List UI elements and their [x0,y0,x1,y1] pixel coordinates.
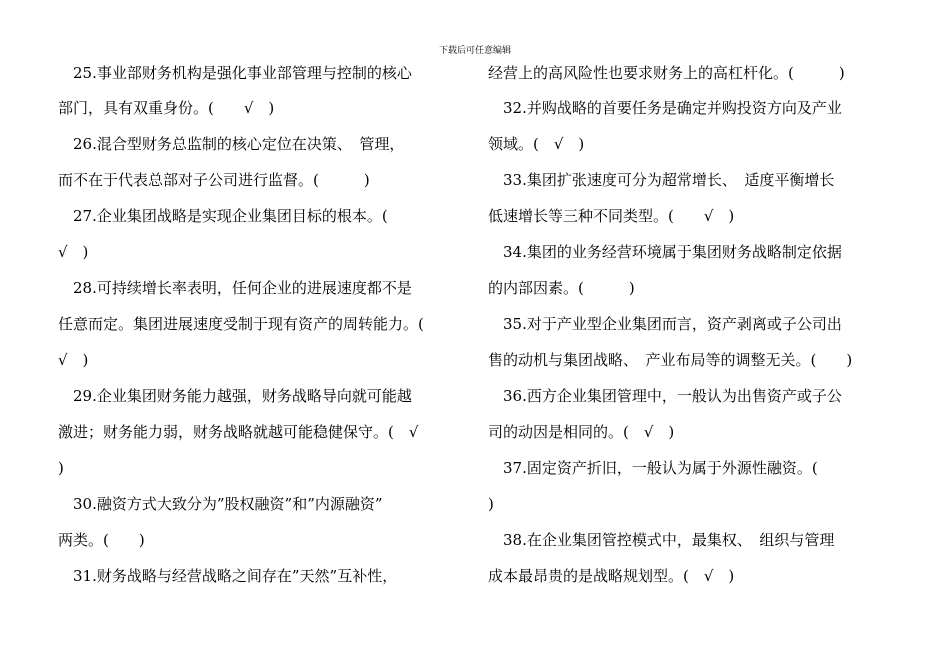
text-line: 29.企业集团财务能力越强，财务战略导向就可能越 [58,387,412,405]
text-line: 两类。( ) [58,531,145,549]
text-line: 36.西方企业集团管理中，一般认为出售资产或子公 [488,387,842,405]
page-header: 下载后可任意编辑 [438,46,511,56]
text-line: 35.对于产业型企业集团而言，资产剥离或子公司出 [488,315,842,333]
text-line: 26.混合型财务总监制的核心定位在决策、 管理， [58,135,405,153]
text-line: √ ) [58,243,89,261]
text-line: 25.事业部财务机构是强化事业部管理与控制的核心 [58,64,412,82]
text-line: 的内部因素。( ) [488,279,635,297]
text-line: 33.集团扩张速度可分为超常增长、 适度平衡增长 [488,171,835,189]
text-line: 成本最昂贵的是战略规划型。( √ ) [488,567,735,585]
text-line: 任意而定。集团进展速度受制于现有资产的周转能力。( [58,315,424,333]
text-line: ) [58,459,64,477]
text-line: 27.企业集团战略是实现企业集团目标的根本。( [58,207,388,225]
text-line: 30.融资方式大致分为”股权融资”和”内源融资” [58,495,383,513]
text-line: 售的动机与集团战略、 产业布局等的调整无关。( ) [488,351,853,369]
text-line: 34.集团的业务经营环境属于集团财务战略制定依据 [488,243,842,261]
text-line: 32.并购战略的首要任务是确定并购投资方向及产业 [488,99,842,117]
text-line: 激进；财务能力弱，财务战略就越可能稳健保守。( √ [58,423,419,441]
text-line: 部门，具有双重身份。( √ ) [58,99,275,117]
text-line: 司的动因是相同的。( √ ) [488,423,675,441]
text-line: 38.在企业集团管控模式中，最集权、 组织与管理 [488,531,835,549]
text-line: 28.可持续增长率表明，任何企业的进展速度都不是 [58,279,412,297]
text-line: 31.财务战略与经营战略之间存在”天然”互补性， [58,567,398,585]
text-line: ) [488,495,494,513]
text-line: 37.固定资产折旧，一般认为属于外源性融资。( [488,459,818,477]
text-line: 经营上的高风险性也要求财务上的高杠杆化。( ) [488,64,845,82]
text-line: √ ) [58,351,89,369]
text-line: 低速增长等三种不同类型。( √ ) [488,207,735,225]
text-line: 而不在于代表总部对子公司进行监督。( ) [58,171,370,189]
text-line: 领域。( √ ) [488,135,585,153]
